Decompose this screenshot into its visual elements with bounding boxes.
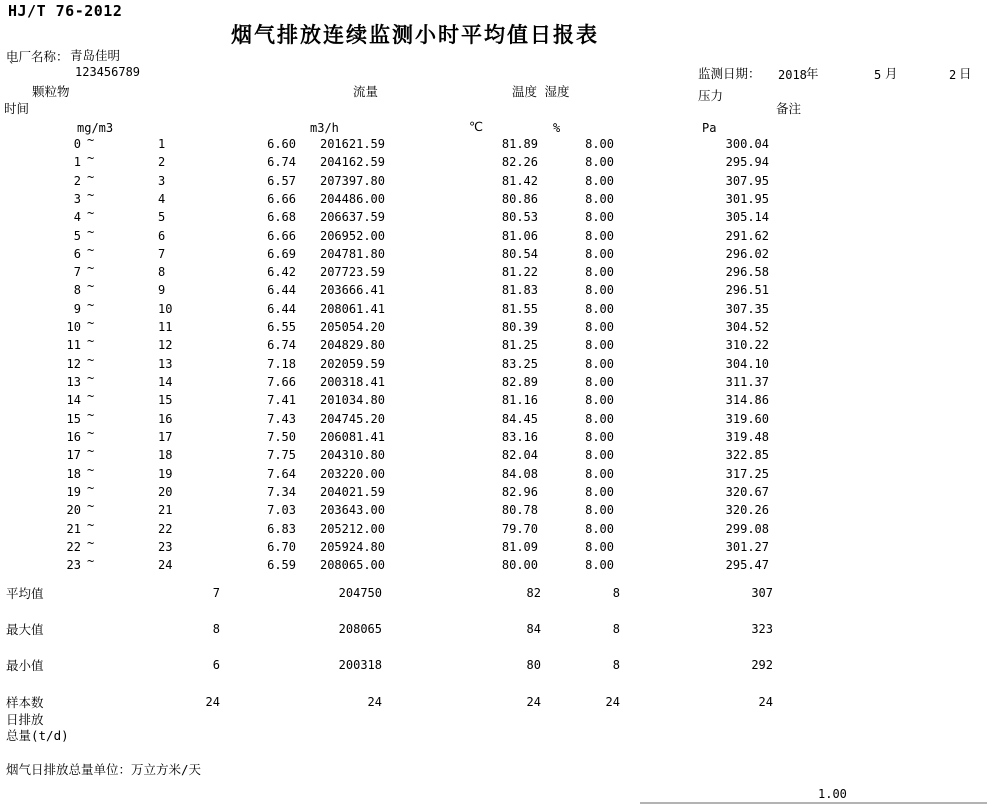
hour-end: 5 <box>158 210 166 225</box>
unit-temperature: ℃ <box>469 119 484 134</box>
summary-label: 最小值 <box>6 658 44 673</box>
cell-particulate: 6.69 <box>267 246 296 261</box>
col-header-time: 时间 <box>4 101 30 116</box>
cell-flow: 202059.59 <box>319 356 385 371</box>
hour-end: 9 <box>158 283 166 298</box>
cell-temperature: 80.54 <box>501 246 538 261</box>
cell-pressure: 307.95 <box>725 173 769 188</box>
hour-start: 21 <box>66 521 81 536</box>
cell-temperature: 80.53 <box>501 210 538 225</box>
cell-temperature: 82.26 <box>501 155 538 170</box>
table-row <box>0 517 987 540</box>
cell-flow: 204829.80 <box>319 338 385 353</box>
monitor-date-label: 监测日期： <box>698 66 761 81</box>
tilde-separator: ~ <box>87 535 95 550</box>
date-month-unit: 月 <box>885 66 898 81</box>
date-year-unit: 年 <box>806 66 819 81</box>
hour-start: 22 <box>66 539 81 554</box>
table-row <box>0 352 987 375</box>
cell-temperature: 81.25 <box>501 338 538 353</box>
hour-start: 15 <box>66 411 81 426</box>
col-header-temp-hum: 温度 湿度 <box>512 84 570 99</box>
plant-name-value: 青岛佳明 <box>70 48 121 63</box>
tilde-separator: ~ <box>87 334 95 349</box>
cell-flow: 203666.41 <box>319 283 385 298</box>
cell-humidity: 8.00 <box>585 338 614 353</box>
unit-pressure: Pa <box>702 121 717 135</box>
cell-humidity: 8.00 <box>585 191 614 206</box>
hour-start: 8 <box>73 283 81 298</box>
cell-temperature: 80.78 <box>501 503 538 518</box>
cell-humidity: 8.00 <box>585 173 614 188</box>
bottom-divider <box>640 802 987 804</box>
hour-end: 2 <box>158 155 166 170</box>
cell-temperature: 80.39 <box>501 320 538 335</box>
summary-particulate: 24 <box>205 695 220 709</box>
cell-particulate: 6.68 <box>267 210 296 225</box>
table-row <box>0 316 987 338</box>
cell-humidity: 8.00 <box>585 137 614 151</box>
plant-name-label: 电厂名称： <box>6 49 69 64</box>
cell-particulate: 6.66 <box>267 191 296 206</box>
hour-start: 2 <box>73 173 81 188</box>
hour-end: 21 <box>158 503 173 518</box>
cell-temperature: 81.06 <box>501 228 538 243</box>
table-row <box>0 334 987 356</box>
bottom-value: 1.00 <box>818 787 847 801</box>
daily-emission-label-line2: 总量(t/d) <box>6 728 69 743</box>
cell-humidity: 8.00 <box>585 375 614 390</box>
hour-start: 23 <box>66 558 81 573</box>
cell-particulate: 6.66 <box>267 228 296 243</box>
cell-flow: 201621.59 <box>319 137 385 151</box>
cell-flow: 204162.59 <box>319 155 385 170</box>
summary-flow: 24 <box>367 695 382 709</box>
tilde-separator: ~ <box>87 444 95 459</box>
cell-temperature: 82.04 <box>501 448 538 463</box>
summary-pressure: 307 <box>751 586 773 600</box>
hour-start: 0 <box>73 137 81 151</box>
cell-temperature: 80.00 <box>501 558 538 573</box>
cell-particulate: 7.66 <box>267 375 296 390</box>
cell-humidity: 8.00 <box>585 246 614 261</box>
hour-start: 3 <box>73 191 81 206</box>
cell-temperature: 82.89 <box>501 375 538 390</box>
cell-particulate: 7.50 <box>267 429 296 444</box>
table-row <box>0 499 987 521</box>
tilde-separator: ~ <box>87 297 95 312</box>
cell-flow: 204021.59 <box>319 484 385 499</box>
summary-label: 样本数 <box>6 695 44 710</box>
summary-flow: 208065 <box>338 622 382 636</box>
tilde-separator: ~ <box>87 261 95 276</box>
cell-pressure: 296.02 <box>725 246 769 261</box>
tilde-separator: ~ <box>87 133 95 147</box>
cell-pressure: 319.48 <box>725 429 769 444</box>
unit-particulate: mg/m3 <box>77 121 114 135</box>
cell-flow: 204745.20 <box>319 411 385 426</box>
daily-emission-label-line1: 日排放 <box>6 712 44 727</box>
cell-pressure: 300.04 <box>725 137 769 151</box>
hour-end: 24 <box>158 558 173 573</box>
cell-flow: 208065.00 <box>319 558 385 573</box>
tilde-separator: ~ <box>87 462 95 477</box>
hour-end: 12 <box>158 338 173 353</box>
table-row <box>0 480 987 503</box>
cell-pressure: 319.60 <box>725 411 769 426</box>
cell-humidity: 8.00 <box>585 484 614 499</box>
summary-humidity: 24 <box>605 695 620 709</box>
cell-flow: 203220.00 <box>319 466 385 481</box>
hour-end: 16 <box>158 411 173 426</box>
summary-label: 平均值 <box>6 586 44 601</box>
cell-flow: 204486.00 <box>319 191 385 206</box>
cell-temperature: 83.25 <box>501 356 538 371</box>
cell-flow: 206637.59 <box>319 210 385 225</box>
tilde-separator: ~ <box>87 279 95 294</box>
hour-start: 13 <box>66 375 81 390</box>
summary-pressure: 292 <box>751 658 773 672</box>
cell-particulate: 7.64 <box>267 466 296 481</box>
cell-temperature: 81.89 <box>501 137 538 151</box>
cell-temperature: 80.86 <box>501 191 538 206</box>
date-year-value: 2018 <box>778 68 807 82</box>
standard-code: HJ/T 76-2012 <box>8 2 123 20</box>
cell-pressure: 295.47 <box>725 558 769 573</box>
cell-pressure: 301.27 <box>725 539 769 554</box>
cell-flow: 201034.80 <box>319 393 385 408</box>
table-row <box>0 389 987 411</box>
cell-particulate: 7.34 <box>267 484 296 499</box>
tilde-separator: ~ <box>87 407 95 422</box>
cell-flow: 205212.00 <box>319 521 385 536</box>
cell-particulate: 7.75 <box>267 448 296 463</box>
table-row <box>0 407 987 430</box>
date-day-value: 2 <box>949 68 957 82</box>
hour-start: 19 <box>66 484 81 499</box>
cell-temperature: 82.96 <box>501 484 538 499</box>
col-header-flow: 流量 <box>353 84 379 99</box>
unit-humidity: % <box>553 121 561 135</box>
cell-temperature: 81.09 <box>501 539 538 554</box>
cell-particulate: 7.03 <box>267 503 296 518</box>
table-row <box>0 279 987 301</box>
summary-humidity: 8 <box>612 658 620 672</box>
tilde-separator: ~ <box>87 206 95 221</box>
hour-end: 22 <box>158 521 173 536</box>
hour-end: 7 <box>158 246 166 261</box>
hour-start: 4 <box>73 210 81 225</box>
tilde-separator: ~ <box>87 389 95 404</box>
hour-end: 1 <box>158 137 166 151</box>
table-row <box>0 444 987 466</box>
tilde-separator: ~ <box>87 224 95 239</box>
tilde-separator: ~ <box>87 517 95 532</box>
table-row <box>0 554 987 576</box>
hour-end: 15 <box>158 393 173 408</box>
hour-start: 16 <box>66 429 81 444</box>
tilde-separator: ~ <box>87 187 95 202</box>
table-row <box>0 206 987 228</box>
hour-start: 17 <box>66 448 81 463</box>
cell-particulate: 6.83 <box>267 521 296 536</box>
tilde-separator: ~ <box>87 371 95 386</box>
summary-particulate: 7 <box>212 586 220 600</box>
plant-code-value: 123456789 <box>75 65 141 79</box>
hour-end: 11 <box>158 320 173 335</box>
cell-humidity: 8.00 <box>585 301 614 316</box>
summary-humidity: 8 <box>612 622 620 636</box>
cell-pressure: 301.95 <box>725 191 769 206</box>
hour-end: 3 <box>158 173 166 188</box>
hour-start: 12 <box>66 356 81 371</box>
cell-flow: 205924.80 <box>319 539 385 554</box>
cell-humidity: 8.00 <box>585 558 614 573</box>
hour-end: 20 <box>158 484 173 499</box>
cell-temperature: 79.70 <box>501 521 538 536</box>
cell-temperature: 84.08 <box>501 466 538 481</box>
cell-particulate: 6.57 <box>267 173 296 188</box>
tilde-separator: ~ <box>87 425 95 440</box>
table-row <box>0 462 987 485</box>
cell-particulate: 6.74 <box>267 338 296 353</box>
cell-temperature: 81.22 <box>501 265 538 280</box>
cell-pressure: 310.22 <box>725 338 769 353</box>
hour-end: 18 <box>158 448 173 463</box>
table-row <box>0 261 987 283</box>
cell-humidity: 8.00 <box>585 283 614 298</box>
cell-humidity: 8.00 <box>585 265 614 280</box>
hour-start: 20 <box>66 503 81 518</box>
unit-flow: m3/h <box>310 121 339 135</box>
tilde-separator: ~ <box>87 499 95 514</box>
tick-mark: ` <box>8 60 16 74</box>
summary-row <box>0 586 987 604</box>
col-header-particulate: 颗粒物 <box>32 84 70 99</box>
table-row <box>0 187 987 210</box>
hour-start: 7 <box>73 265 81 280</box>
hour-start: 6 <box>73 246 81 261</box>
hour-end: 8 <box>158 265 166 280</box>
cell-pressure: 317.25 <box>725 466 769 481</box>
summary-flow: 200318 <box>338 658 382 672</box>
cell-pressure: 296.58 <box>725 265 769 280</box>
tilde-separator: ~ <box>87 316 95 331</box>
summary-particulate: 6 <box>212 658 220 672</box>
hour-start: 9 <box>73 301 81 316</box>
cell-humidity: 8.00 <box>585 411 614 426</box>
hour-start: 11 <box>66 338 81 353</box>
tilde-separator: ~ <box>87 352 95 367</box>
cell-particulate: 7.43 <box>267 411 296 426</box>
hour-end: 14 <box>158 375 173 390</box>
cell-particulate: 7.41 <box>267 393 296 408</box>
cell-temperature: 83.16 <box>501 429 538 444</box>
cell-pressure: 322.85 <box>725 448 769 463</box>
table-row <box>0 169 987 192</box>
summary-humidity: 8 <box>612 586 620 600</box>
cell-flow: 206952.00 <box>319 228 385 243</box>
summary-pressure: 323 <box>751 622 773 636</box>
cell-particulate: 6.59 <box>267 558 296 573</box>
date-day-unit: 日 <box>959 66 972 81</box>
hour-end: 4 <box>158 191 166 206</box>
cell-flow: 207723.59 <box>319 265 385 280</box>
cell-particulate: 6.74 <box>267 155 296 170</box>
summary-particulate: 8 <box>212 622 220 636</box>
cell-particulate: 7.18 <box>267 356 296 371</box>
table-row <box>0 224 987 247</box>
unit-note: 烟气日排放总量单位：万立方米/天 <box>6 762 202 777</box>
cell-temperature: 81.55 <box>501 301 538 316</box>
summary-label: 最大值 <box>6 622 44 637</box>
tilde-separator: ~ <box>87 242 95 257</box>
cell-humidity: 8.00 <box>585 429 614 444</box>
hour-start: 14 <box>66 393 81 408</box>
table-row <box>0 242 987 265</box>
summary-row <box>0 658 987 676</box>
cell-humidity: 8.00 <box>585 503 614 518</box>
cell-pressure: 320.26 <box>725 503 769 518</box>
cell-pressure: 311.37 <box>725 375 769 390</box>
cell-flow: 208061.41 <box>319 301 385 316</box>
cell-pressure: 304.52 <box>725 320 769 335</box>
report-title: 烟气排放连续监测小时平均值日报表 <box>231 23 599 47</box>
cell-temperature: 81.83 <box>501 283 538 298</box>
hour-end: 6 <box>158 228 166 243</box>
cell-flow: 207397.80 <box>319 173 385 188</box>
cell-pressure: 299.08 <box>725 521 769 536</box>
cell-particulate: 6.55 <box>267 320 296 335</box>
cell-humidity: 8.00 <box>585 539 614 554</box>
hour-start: 5 <box>73 228 81 243</box>
cell-temperature: 81.16 <box>501 393 538 408</box>
hour-end: 10 <box>158 301 173 316</box>
cell-particulate: 6.44 <box>267 301 296 316</box>
hour-start: 1 <box>73 155 81 170</box>
cell-flow: 206081.41 <box>319 429 385 444</box>
summary-row <box>0 695 987 713</box>
cell-pressure: 305.14 <box>725 210 769 225</box>
tilde-separator: ~ <box>87 480 95 495</box>
cell-pressure: 291.62 <box>725 228 769 243</box>
table-row <box>0 535 987 558</box>
col-header-remark: 备注 <box>776 101 802 116</box>
cell-humidity: 8.00 <box>585 448 614 463</box>
cell-humidity: 8.00 <box>585 155 614 170</box>
table-row <box>0 151 987 173</box>
summary-row <box>0 622 987 640</box>
cell-pressure: 295.94 <box>725 155 769 170</box>
table-row <box>0 297 987 320</box>
cell-flow: 203643.00 <box>319 503 385 518</box>
cell-temperature: 84.45 <box>501 411 538 426</box>
table-row <box>0 371 987 393</box>
summary-temperature: 24 <box>526 695 541 709</box>
summary-pressure: 24 <box>758 695 773 709</box>
table-row <box>0 133 987 155</box>
cell-temperature: 81.42 <box>501 173 538 188</box>
hour-end: 13 <box>158 356 173 371</box>
cell-particulate: 6.60 <box>267 137 296 151</box>
cell-pressure: 314.86 <box>725 393 769 408</box>
tilde-separator: ~ <box>87 169 95 184</box>
summary-temperature: 84 <box>526 622 541 636</box>
cell-flow: 204310.80 <box>319 448 385 463</box>
cell-flow: 205054.20 <box>319 320 385 335</box>
summary-flow: 204750 <box>338 586 382 600</box>
hour-start: 18 <box>66 466 81 481</box>
cell-particulate: 6.42 <box>267 265 296 280</box>
cell-humidity: 8.00 <box>585 466 614 481</box>
cell-humidity: 8.00 <box>585 320 614 335</box>
hour-end: 19 <box>158 466 173 481</box>
cell-particulate: 6.44 <box>267 283 296 298</box>
date-month-value: 5 <box>874 68 882 82</box>
cell-pressure: 296.51 <box>725 283 769 298</box>
cell-flow: 204781.80 <box>319 246 385 261</box>
summary-temperature: 82 <box>526 586 541 600</box>
cell-humidity: 8.00 <box>585 228 614 243</box>
cell-humidity: 8.00 <box>585 393 614 408</box>
hour-end: 23 <box>158 539 173 554</box>
cell-pressure: 320.67 <box>725 484 769 499</box>
table-row <box>0 425 987 448</box>
cell-humidity: 8.00 <box>585 521 614 536</box>
cell-humidity: 8.00 <box>585 210 614 225</box>
cell-flow: 200318.41 <box>319 375 385 390</box>
hour-end: 17 <box>158 429 173 444</box>
cell-particulate: 6.70 <box>267 539 296 554</box>
cell-pressure: 307.35 <box>725 301 769 316</box>
tilde-separator: ~ <box>87 151 95 166</box>
cell-pressure: 304.10 <box>725 356 769 371</box>
tilde-separator: ~ <box>87 554 95 569</box>
cell-humidity: 8.00 <box>585 356 614 371</box>
col-header-pressure: 压力 <box>698 88 724 103</box>
hour-start: 10 <box>66 320 81 335</box>
summary-temperature: 80 <box>526 658 541 672</box>
